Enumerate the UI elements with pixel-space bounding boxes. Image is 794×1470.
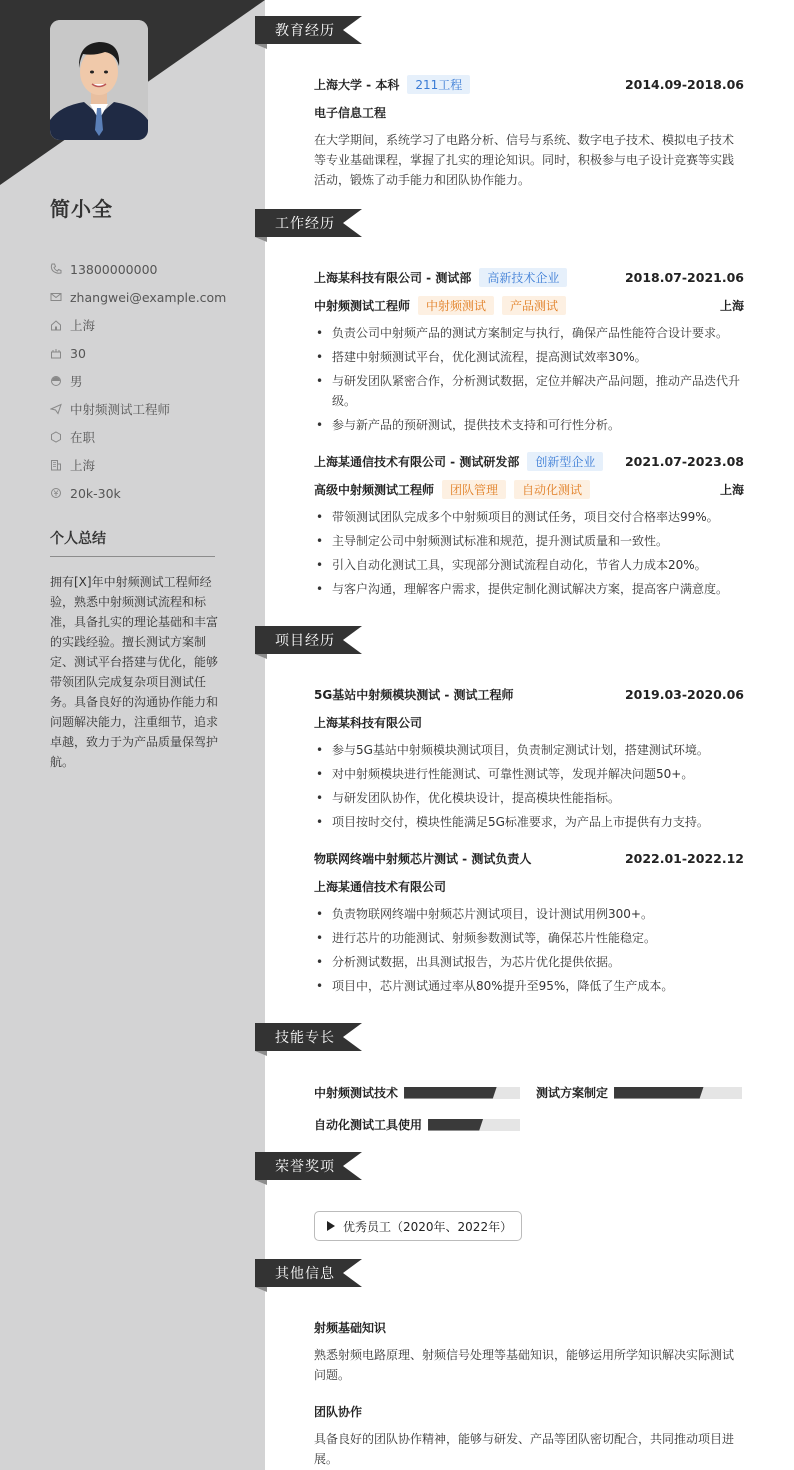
- skill-bar-fill: [404, 1087, 497, 1099]
- skill-item: [314, 1116, 520, 1133]
- other-desc: 熟悉射频电路原理、射频信号处理等基础知识，能够运用所学知识解决实际测试问题。: [314, 1348, 735, 1382]
- job-title: 高级中射频测试工程师: [314, 482, 435, 497]
- list-item: • 参与新产品的预研测试，提供技术支持和可行性分析。: [314, 415, 744, 435]
- list-item: • 引入自动化测试工具，实现部分测试流程自动化，节省人力成本20%。: [314, 555, 744, 575]
- info-text: 30: [70, 345, 86, 361]
- skill-bar: [614, 1087, 742, 1099]
- section-title: 荣誉奖项: [275, 1159, 335, 1175]
- major: 电子信息工程: [314, 105, 387, 120]
- list-item: • 与客户沟通，理解客户需求，提供定制化测试解决方案，提高客户满意度。: [314, 579, 744, 599]
- project-entry: [314, 848, 744, 1000]
- info-text: 男: [70, 374, 83, 389]
- skill-bar-fill: [428, 1119, 483, 1131]
- skill-item: [314, 1084, 520, 1101]
- list-item: • 项目中，芯片测试通过率从80%提升至95%，降低了生产成本。: [314, 976, 744, 996]
- skill-name: 中射频测试技术: [314, 1086, 399, 1100]
- work-bullets: [314, 507, 744, 599]
- education-entry: [314, 74, 744, 190]
- info-gender: [50, 367, 240, 395]
- list-item: • 主导制定公司中射频测试标准和规范，提升测试质量和一致性。: [314, 531, 744, 551]
- info-age: [50, 339, 240, 367]
- project-bullets: [314, 740, 744, 832]
- company-tag: 高新技术企业: [479, 268, 567, 287]
- status-icon: [50, 431, 62, 443]
- work-bullets: [314, 323, 744, 435]
- mail-icon: [50, 291, 62, 303]
- info-text: 上海: [70, 318, 96, 333]
- skill-item: [536, 1084, 742, 1101]
- section-title: 技能专长: [275, 1030, 335, 1046]
- skill-bar: [404, 1087, 520, 1099]
- summary-title: 个人总结: [50, 528, 215, 557]
- project-company: 上海某通信技术有限公司: [314, 879, 447, 894]
- award-text: 优秀员工（2020年、2022年）: [343, 1219, 513, 1234]
- job-tag: 中射频测试: [418, 296, 494, 315]
- list-item: • 分析测试数据，出具测试报告，为芯片优化提供依据。: [314, 952, 744, 972]
- section-header-projects: [255, 626, 365, 662]
- section-title: 其他信息: [275, 1266, 335, 1282]
- other-desc: 具备良好的团队协作精神，能够与研发、产品等团队密切配合，共同推动项目进展。: [314, 1432, 735, 1466]
- skill-name: 自动化测试工具使用: [314, 1118, 423, 1132]
- award-item[interactable]: [314, 1211, 522, 1241]
- work-entry: [314, 267, 744, 439]
- list-item: • 对中射频模块进行性能测试、可靠性测试等，发现并解决问题50+。: [314, 764, 744, 784]
- list-item: • 负责物联网终端中射频芯片测试项目，设计测试用例300+。: [314, 904, 744, 924]
- info-text: 上海: [70, 458, 96, 473]
- section-title: 教育经历: [275, 23, 335, 39]
- list-item: • 与研发团队紧密合作，分析测试数据，定位并解决产品问题，推动产品迭代升级。: [314, 371, 744, 411]
- education-date: 2014.09-2018.06: [624, 76, 744, 92]
- section-header-awards: [255, 1152, 365, 1188]
- info-text: 20k-30k: [70, 485, 121, 501]
- skill-bar-fill: [614, 1087, 704, 1099]
- play-icon: [327, 1221, 335, 1231]
- section-header-other: [255, 1259, 365, 1295]
- list-item: • 搭建中射频测试平台，优化测试流程，提高测试效率30%。: [314, 347, 744, 367]
- other-entry: [314, 1401, 744, 1469]
- education-desc: 在大学期间，系统学习了电路分析、信号与系统、数字电子技术、模拟电子技术等专业基础课程，掌握了扎实的理论知识。同时，积极参与电子设计竞赛等实践活动，锻炼了动手能力和团队协作能力。: [314, 133, 735, 187]
- summary-text: 拥有[X]年中射频测试工程师经验，熟悉中射频测试流程和标准，具备扎实的理论基础和丰富的实践经验。擅长测试方案制定、测试平台搭建与优化，能够带领团队完成复杂项目测试任务。具备良好的沟通协作能力和问题解决能力，注重细节，追求卓越，致力于为产品质量保驾护航。: [50, 575, 219, 769]
- section-header-skills: [255, 1023, 365, 1059]
- info-position: [50, 395, 240, 423]
- school-name: 上海大学 - 本科: [314, 77, 400, 92]
- list-item: • 进行芯片的功能测试、射频参数测试等，确保芯片性能稳定。: [314, 928, 744, 948]
- skill-bar: [428, 1119, 520, 1131]
- job-tag: 自动化测试: [514, 480, 590, 499]
- company-name: 上海某科技有限公司 - 测试部: [314, 270, 472, 285]
- job-city: 上海: [719, 482, 744, 497]
- sidebar: [0, 0, 265, 1470]
- info-text: zhangwei@example.com: [70, 289, 227, 305]
- home-icon: [50, 319, 62, 331]
- info-status: [50, 423, 240, 451]
- candidate-name: 简小全: [50, 197, 113, 221]
- info-location: [50, 311, 240, 339]
- list-item: • 参与5G基站中射频模块测试项目，负责制定测试计划，搭建测试环境。: [314, 740, 744, 760]
- list-item: • 负责公司中射频产品的测试方案制定与执行，确保产品性能符合设计要求。: [314, 323, 744, 343]
- avatar: [50, 20, 148, 140]
- list-item: • 项目按时交付，模块性能满足5G标准要求，为产品上市提供有力支持。: [314, 812, 744, 832]
- project-bullets: [314, 904, 744, 996]
- list-item: • 带领测试团队完成多个中射频项目的测试任务，项目交付合格率达99%。: [314, 507, 744, 527]
- section-title: 工作经历: [275, 216, 335, 232]
- gender-icon: [50, 375, 62, 387]
- info-phone[interactable]: [50, 255, 240, 283]
- info-city: [50, 451, 240, 479]
- job-tag: 团队管理: [442, 480, 506, 499]
- company-name: 上海某通信技术有限公司 - 测试研发部: [314, 454, 520, 469]
- project-date: 2019.03-2020.06: [624, 686, 744, 702]
- skill-name: 测试方案制定: [536, 1086, 609, 1100]
- work-date: 2021.07-2023.08: [624, 453, 744, 469]
- section-header-education: [255, 16, 365, 52]
- project-name: 物联网终端中射频芯片测试 - 测试负责人: [314, 851, 532, 866]
- building-icon: [50, 459, 62, 471]
- salary-icon: [50, 487, 62, 499]
- project-company: 上海某科技有限公司: [314, 715, 423, 730]
- info-email[interactable]: [50, 283, 240, 311]
- other-title: 射频基础知识: [314, 1320, 387, 1335]
- info-text: 中射频测试工程师: [70, 402, 171, 417]
- info-text: 13800000000: [70, 261, 158, 277]
- project-entry: [314, 684, 744, 836]
- contact-info-list: [50, 255, 240, 507]
- send-icon: [50, 403, 62, 415]
- other-title: 团队协作: [314, 1404, 363, 1419]
- work-entry: [314, 451, 744, 603]
- info-salary: [50, 479, 240, 507]
- company-tag: 创新型企业: [527, 452, 603, 471]
- age-icon: [50, 347, 62, 359]
- phone-icon: [50, 263, 62, 275]
- project-date: 2022.01-2022.12: [624, 850, 744, 866]
- school-tag: 211工程: [407, 75, 470, 94]
- job-tag: 产品测试: [502, 296, 566, 315]
- job-title: 中射频测试工程师: [314, 298, 411, 313]
- section-title: 项目经历: [275, 633, 335, 649]
- work-date: 2018.07-2021.06: [624, 269, 744, 285]
- other-entry: [314, 1317, 744, 1385]
- job-city: 上海: [719, 298, 744, 313]
- list-item: • 与研发团队协作，优化模块设计，提高模块性能指标。: [314, 788, 744, 808]
- section-header-work: [255, 209, 365, 245]
- project-name: 5G基站中射频模块测试 - 测试工程师: [314, 687, 514, 702]
- info-text: 在职: [70, 430, 96, 445]
